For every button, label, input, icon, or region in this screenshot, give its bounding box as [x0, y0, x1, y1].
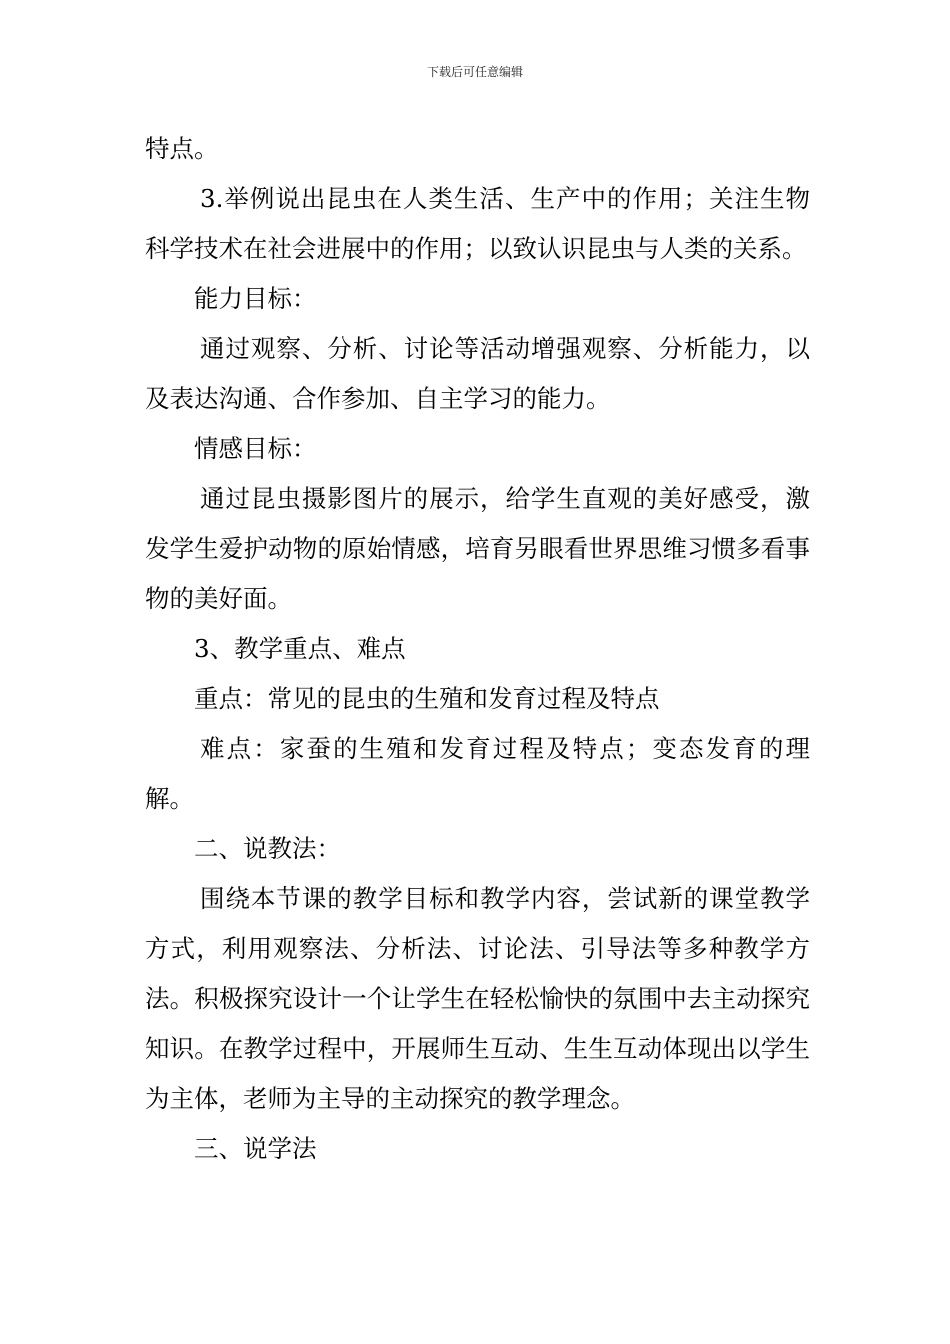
page-header-note: 下载后可任意编辑 — [426, 65, 523, 79]
paragraph-8: 重点：常见的昆虫的生殖和发育过程及特点 — [194, 684, 660, 713]
paragraph-6: 通过昆虫摄影图片的展示，给学生直观的美好感受，激发学生爱护动物的原始情感，培育另眼看世界思维习惯多看事物的美好面。 — [145, 484, 810, 613]
paragraph-4: 通过观察、分析、讨论等活动增强观察、分析能力，以及表达沟通、合作参加、自主学习的能力。 — [145, 334, 810, 413]
paragraph-1: 特点。 — [145, 134, 219, 163]
document-body — [145, 124, 810, 1174]
paragraph-7: 3、教学重点、难点 — [194, 634, 406, 663]
paragraph-11: 围绕本节课的教学目标和教学内容，尝试新的课堂教学方式，利用观察法、分析法、讨论法、引导法等多种教学方法。积极探究设计一个让学生在轻松愉快的氛围中去主动探究知识。在教学过程中，开展师生互动、生生互动体现出以学生为主体，老师为主导的主动探究的教学理念。 — [145, 884, 810, 1113]
paragraph-10: 二、说教法： — [194, 834, 341, 863]
paragraph-5: 情感目标： — [194, 434, 317, 463]
paragraph-12: 三、说学法 — [194, 1134, 317, 1163]
paragraph-3: 能力目标： — [194, 284, 317, 313]
paragraph-2: 3.举例说出昆虫在人类生活、生产中的作用；关注生物科学技术在社会进展中的作用；以致认识昆虫与人类的关系。 — [145, 184, 810, 263]
paragraph-9: 难点：家蚕的生殖和发育过程及特点；变态发育的理解。 — [145, 734, 810, 813]
